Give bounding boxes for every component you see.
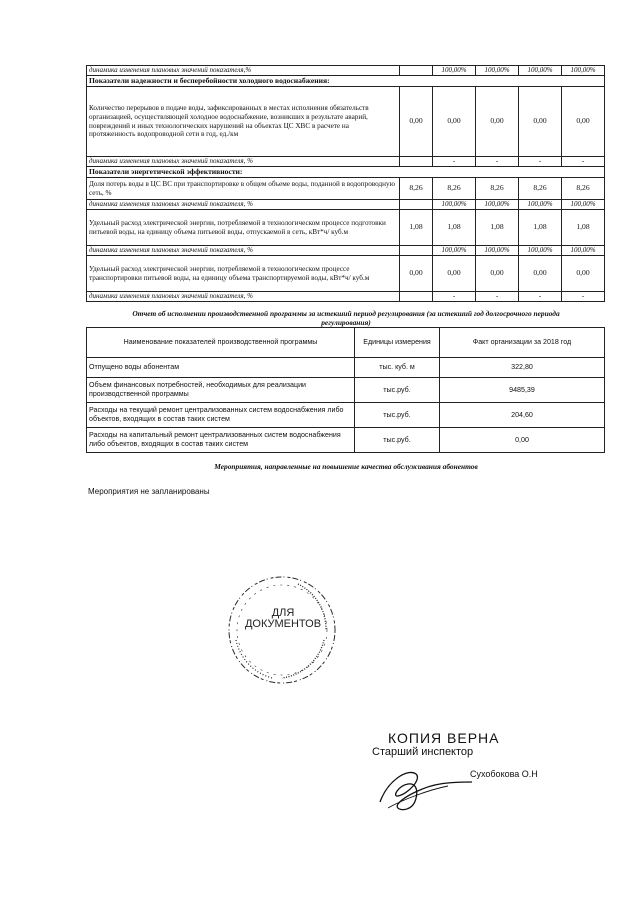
report-row xyxy=(87,428,605,453)
value-cell: 8,26 xyxy=(476,178,519,200)
dynamics-label: динамика изменения плановых значений показателя, % xyxy=(87,200,400,210)
indicator-row xyxy=(87,256,605,292)
value-cell: - xyxy=(433,292,476,302)
report-value: 322,80 xyxy=(440,358,605,378)
stamp-label-documents: ДОКУМЕНТОВ xyxy=(244,618,322,630)
value-cell: - xyxy=(562,157,605,167)
value-cell: - xyxy=(476,157,519,167)
value-cell: 0,00 xyxy=(476,87,519,157)
value-cell: 0,00 xyxy=(476,256,519,292)
value-cell: 100,00% xyxy=(562,246,605,256)
dynamics-label: динамика изменения плановых значений показателя, % xyxy=(87,246,400,256)
round-stamp xyxy=(222,570,342,690)
value-cell: 0,00 xyxy=(562,256,605,292)
dynamics-row xyxy=(87,292,605,302)
measures-caption: Мероприятия, направленные на повышение качества обслуживания абонентов xyxy=(214,462,478,471)
value-cell: 0,00 xyxy=(400,256,433,292)
measures-text: Мероприятия не запланированы xyxy=(88,487,210,496)
handwritten-signature xyxy=(368,760,478,820)
indicator-label: Удельный расход электрической энергии, потребляемой в технологическом процессе подготовки питьевой воды, на единицу объема питьевой воды, отпускаемой в сеть, кВт*ч/ куб.м xyxy=(87,210,400,246)
value-cell: 1,08 xyxy=(519,210,562,246)
value-cell: 8,26 xyxy=(433,178,476,200)
report-value: 0,00 xyxy=(440,428,605,453)
indicator-row xyxy=(87,210,605,246)
value-cell: 100,00% xyxy=(476,200,519,210)
section-title: Показатели надежности и бесперебойности холодного водоснабжения: xyxy=(87,76,605,87)
report-indicator: Расходы на текущий ремонт централизованных систем водоснабжения либо объектов, входящих в состав таких систем xyxy=(87,403,355,428)
dynamics-row xyxy=(87,200,605,210)
value-cell: 1,08 xyxy=(476,210,519,246)
value-cell xyxy=(400,157,433,167)
indicator-label: Удельный расход электрической энергии, потребляемой в технологическом процессе транспортировки питьевой воды, на единицу объема транспортируемой воды, кВт*ч/ куб.м xyxy=(87,256,400,292)
value-cell: - xyxy=(519,292,562,302)
value-cell: 8,26 xyxy=(519,178,562,200)
report-indicator: Отпущено воды абонентам xyxy=(87,358,355,378)
dynamics-label: динамика изменения плановых значений показателя,% xyxy=(87,66,400,76)
report-value: 9485,39 xyxy=(440,378,605,403)
value-cell xyxy=(400,292,433,302)
value-cell xyxy=(400,246,433,256)
value-cell: 8,26 xyxy=(400,178,433,200)
report-row xyxy=(87,378,605,403)
position-title: Старший инспектор xyxy=(372,746,474,758)
header-units: Единицы измерения xyxy=(355,328,440,358)
value-cell: 1,08 xyxy=(400,210,433,246)
value-cell: 100,00% xyxy=(433,66,476,76)
value-cell: - xyxy=(433,157,476,167)
section-header-row xyxy=(87,167,605,178)
value-cell: 0,00 xyxy=(519,256,562,292)
value-cell xyxy=(400,66,433,76)
report-caption: Отчет об исполнении производственной программы за истекший период регулирования (за истекший год долгосрочного периода регулирования) xyxy=(132,309,560,327)
value-cell: 100,00% xyxy=(476,246,519,256)
report-indicator: Объем финансовых потребностей, необходимых для реализации производственной программы xyxy=(87,378,355,403)
indicator-row xyxy=(87,178,605,200)
dynamics-label: динамика изменения плановых значений показателя, % xyxy=(87,157,400,167)
dynamics-row xyxy=(87,157,605,167)
report-unit: тыс.руб. xyxy=(355,428,440,453)
value-cell: 1,08 xyxy=(562,210,605,246)
dynamics-row xyxy=(87,246,605,256)
production-program-report-table xyxy=(86,327,605,453)
section-title: Показатели энергетической эффективности: xyxy=(87,167,605,178)
report-row xyxy=(87,358,605,378)
value-cell: 0,00 xyxy=(519,87,562,157)
value-cell: - xyxy=(562,292,605,302)
header-indicator-name: Наименование показателей производственной программы xyxy=(87,328,355,358)
report-value: 204,60 xyxy=(440,403,605,428)
value-cell: - xyxy=(519,157,562,167)
value-cell: 100,00% xyxy=(476,66,519,76)
value-cell: - xyxy=(476,292,519,302)
indicator-label: Доля потерь воды в ЦС ВС при транспортировке в общем объеме воды, поданной в водопроводную сеть, % xyxy=(87,178,400,200)
value-cell: 100,00% xyxy=(433,200,476,210)
dynamics-label: динамика изменения плановых значений показателя, % xyxy=(87,292,400,302)
report-unit: тыс.руб. xyxy=(355,378,440,403)
value-cell: 0,00 xyxy=(562,87,605,157)
value-cell: 100,00% xyxy=(519,66,562,76)
value-cell xyxy=(400,200,433,210)
report-unit: тыс. куб. м xyxy=(355,358,440,378)
indicator-label: Количество перерывов в подаче воды, зафиксированных в местах исполнения обязательств организацией, осуществляющей холодное водоснабжение, возникших в результате аварий, повреждений и иных технологических нарушений на объектах ЦС ХВС в расчете на протяженность водопроводной сети в год, ед./км xyxy=(87,87,400,157)
value-cell: 100,00% xyxy=(433,246,476,256)
dynamics-row xyxy=(87,66,605,76)
value-cell: 0,00 xyxy=(400,87,433,157)
report-row xyxy=(87,403,605,428)
value-cell: 8,26 xyxy=(562,178,605,200)
stamp-label: ДЛЯ xyxy=(271,607,295,619)
value-cell: 100,00% xyxy=(562,66,605,76)
value-cell: 100,00% xyxy=(519,246,562,256)
report-unit: тыс.руб. xyxy=(355,403,440,428)
indicators-table xyxy=(86,65,605,302)
header-fact-2018: Факт организации за 2018 год xyxy=(440,328,605,358)
signer-name: Сухобокова О.Н xyxy=(470,769,538,779)
value-cell: 100,00% xyxy=(562,200,605,210)
indicator-row xyxy=(87,87,605,157)
copy-true-stamp: КОПИЯ ВЕРНА xyxy=(388,730,500,746)
value-cell: 0,00 xyxy=(433,87,476,157)
report-indicator: Расходы на капитальный ремонт централизованных систем водоснабжения либо объектов, входящих в состав таких систем xyxy=(87,428,355,453)
value-cell: 100,00% xyxy=(519,200,562,210)
value-cell: 0,00 xyxy=(433,256,476,292)
value-cell: 1,08 xyxy=(433,210,476,246)
section-header-row xyxy=(87,76,605,87)
